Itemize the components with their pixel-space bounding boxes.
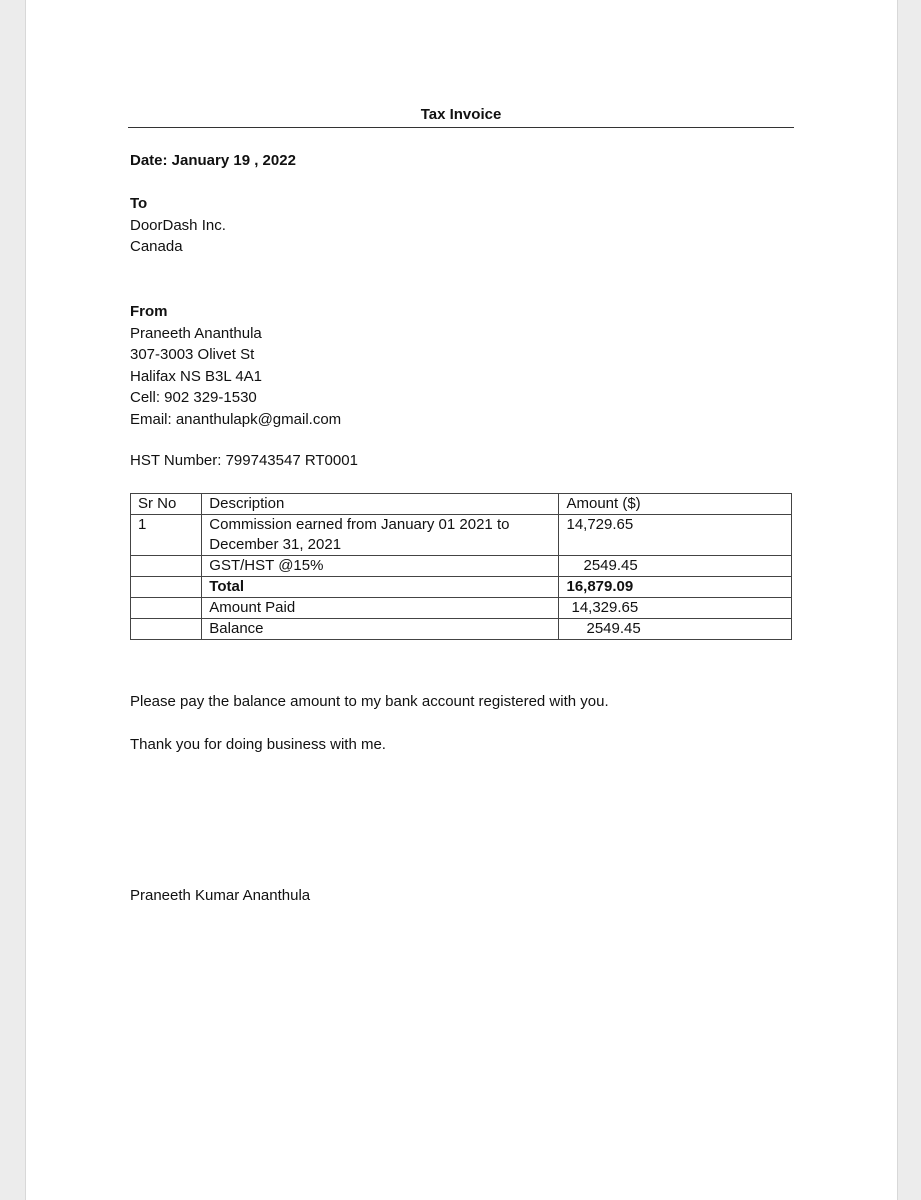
table-row-total [131,577,792,598]
sender-email: Email: ananthulapk@gmail.com [130,410,342,428]
invoice-table [130,493,792,640]
invoice-page [25,0,898,1200]
sender-heading: From [130,303,168,320]
row-description-line1: Commission earned from January 01 2021 to [209,516,510,533]
header-amount: Amount ($) [559,494,792,515]
row-description: GST/HST @15% [202,556,559,577]
sender-phone: Cell: 902 329-1530 [130,389,257,407]
signature-name: Praneeth Kumar Ananthula [130,887,311,904]
row-sr-no [131,619,202,640]
table-header-row [131,494,792,515]
recipient-country: Canada [130,238,183,256]
sender-block [130,301,341,431]
table-row-tax [131,556,792,577]
row-amount: 16,879.09 [559,577,792,598]
row-description: Balance [202,619,559,640]
row-sr-no [131,598,202,619]
row-description: Amount Paid [202,598,559,619]
sender-city: Halifax NS B3L 4A1 [130,367,263,385]
title-divider [128,127,794,128]
row-amount: 14,329.65 [559,598,792,619]
table-row [131,515,792,556]
hst-number: HST Number: 799743547 RT0001 [130,452,358,469]
row-sr-no [131,556,202,577]
invoice-date: Date: January 19 , 2022 [130,152,296,169]
row-sr-no: 1 [131,515,202,556]
row-amount: 2549.45 [559,619,792,640]
sender-name: Praneeth Ananthula [130,324,262,342]
recipient-name: DoorDash Inc. [130,216,226,234]
table-row-balance [131,619,792,640]
row-sr-no [131,577,202,598]
row-description [202,515,559,556]
row-amount: 14,729.65 [559,515,792,556]
row-amount: 2549.45 [559,556,792,577]
balance-note: Please pay the balance amount to my bank account registered with you. [130,693,609,710]
row-description: Total [202,577,559,598]
header-sr-no: Sr No [131,494,202,515]
sender-street: 307-3003 Olivet St [130,346,255,364]
row-description-line2: December 31, 2021 [209,536,342,553]
invoice-title: Tax Invoice [420,106,502,123]
header-description: Description [202,494,559,515]
recipient-heading: To [130,195,148,212]
thanks-note: Thank you for doing business with me. [130,736,386,753]
recipient-block [130,193,226,258]
table-row-paid [131,598,792,619]
